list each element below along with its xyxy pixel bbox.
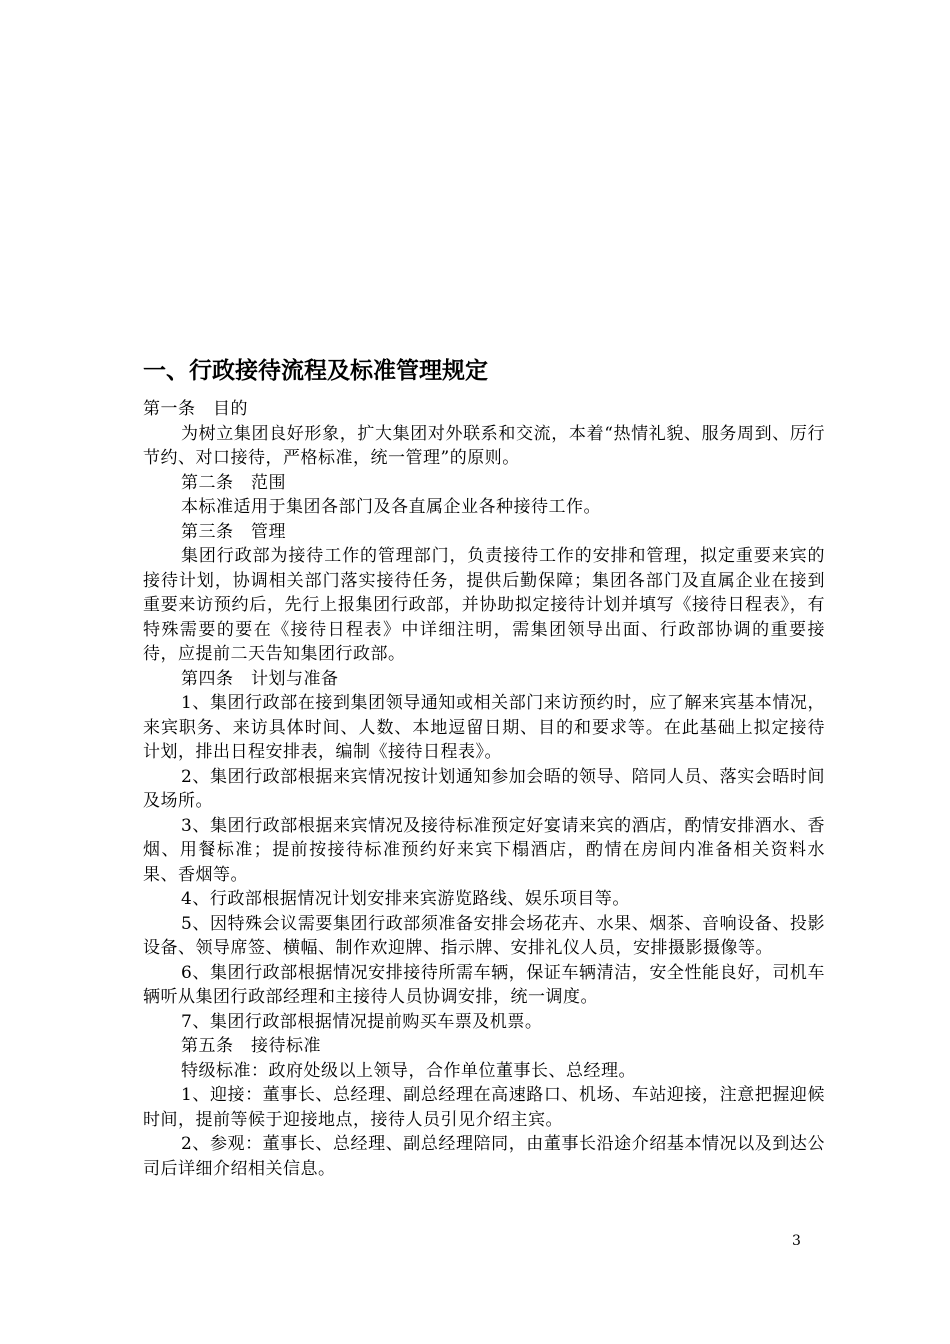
- document-body: [143, 352, 825, 1181]
- paragraph: 5、因特殊会议需要集团行政部须准备安排会场花卉、水果、烟茶、音响设备、投影设备、领导席签、横幅、制作欢迎牌、指示牌、安排礼仪人员，安排摄影摄像等。: [143, 913, 825, 958]
- page-number: 3: [792, 1233, 801, 1249]
- paragraph: 第二条 范围: [181, 472, 286, 493]
- paragraph-list: [143, 397, 825, 1181]
- paragraph: 7、集团行政部根据情况提前购买车票及机票。: [181, 1011, 543, 1032]
- paragraph: 第四条 计划与准备: [181, 668, 339, 689]
- paragraph: 4、行政部根据情况计划安排来宾游览路线、娱乐项目等。: [181, 889, 630, 909]
- paragraph: 1、集团行政部在接到集团领导通知或相关部门来访预约时，应了解来宾基本情况，来宾职务、来访具体时间、人数、本地逗留日期、目的和要求等。在此基础上拟定接待计划，排出日程安排表，编制《接待日程表》。: [143, 693, 825, 762]
- paragraph: 第五条 接待标准: [181, 1036, 321, 1056]
- paragraph: 为树立集团良好形象，扩大集团对外联系和交流，本着“热情礼貌、服务周到、厉行节约、对口接待，严格标准，统一管理”的原则。: [143, 423, 825, 468]
- paragraph: 第一条 目的: [143, 399, 248, 419]
- paragraph: 集团行政部为接待工作的管理部门，负责接待工作的安排和管理，拟定重要来宾的接待计划，协调相关部门落实接待任务，提供后勤保障；集团各部门及直属企业在接到重要来访预约后，先行上报集团行政部，并协助拟定接待计划并填写《接待日程表》，有特殊需要的要在《接待日程表》中详细注明，需集团领导出面、行政部协调的重要接待，应提前二天告知集团行政部。: [143, 546, 825, 664]
- paragraph: 2、参观：董事长、总经理、副总经理陪同，由董事长沿途介绍基本情况以及到达公司后详细介绍相关信息。: [143, 1134, 825, 1179]
- section-heading: 一、行政接待流程及标准管理规定: [143, 358, 488, 384]
- paragraph: 3、集团行政部根据来宾情况及接待标准预定好宴请来宾的酒店，酌情安排酒水、香烟、用餐标准；提前按接待标准预约好来宾下榻酒店，酌情在房间内准备相关资料水果、香烟等。: [143, 815, 825, 885]
- paragraph: 1、迎接：董事长、总经理、副总经理在高速路口、机场、车站迎接，注意把握迎候时间，提前等候于迎接地点，接待人员引见介绍主宾。: [143, 1085, 825, 1130]
- paragraph: 特级标准：政府处级以上领导，合作单位董事长、总经理。: [181, 1060, 636, 1081]
- paragraph: 2、集团行政部根据来宾情况按计划通知参加会晤的领导、陪同人员、落实会晤时间及场所。: [143, 766, 825, 811]
- paragraph: 本标准适用于集团各部门及各直属企业各种接待工作。: [181, 497, 601, 517]
- paragraph: 第三条 管理: [181, 521, 286, 542]
- paragraph: 6、集团行政部根据情况安排接待所需车辆，保证车辆清洁，安全性能良好，司机车辆听从集团行政部经理和主接待人员协调安排，统一调度。: [143, 962, 825, 1007]
